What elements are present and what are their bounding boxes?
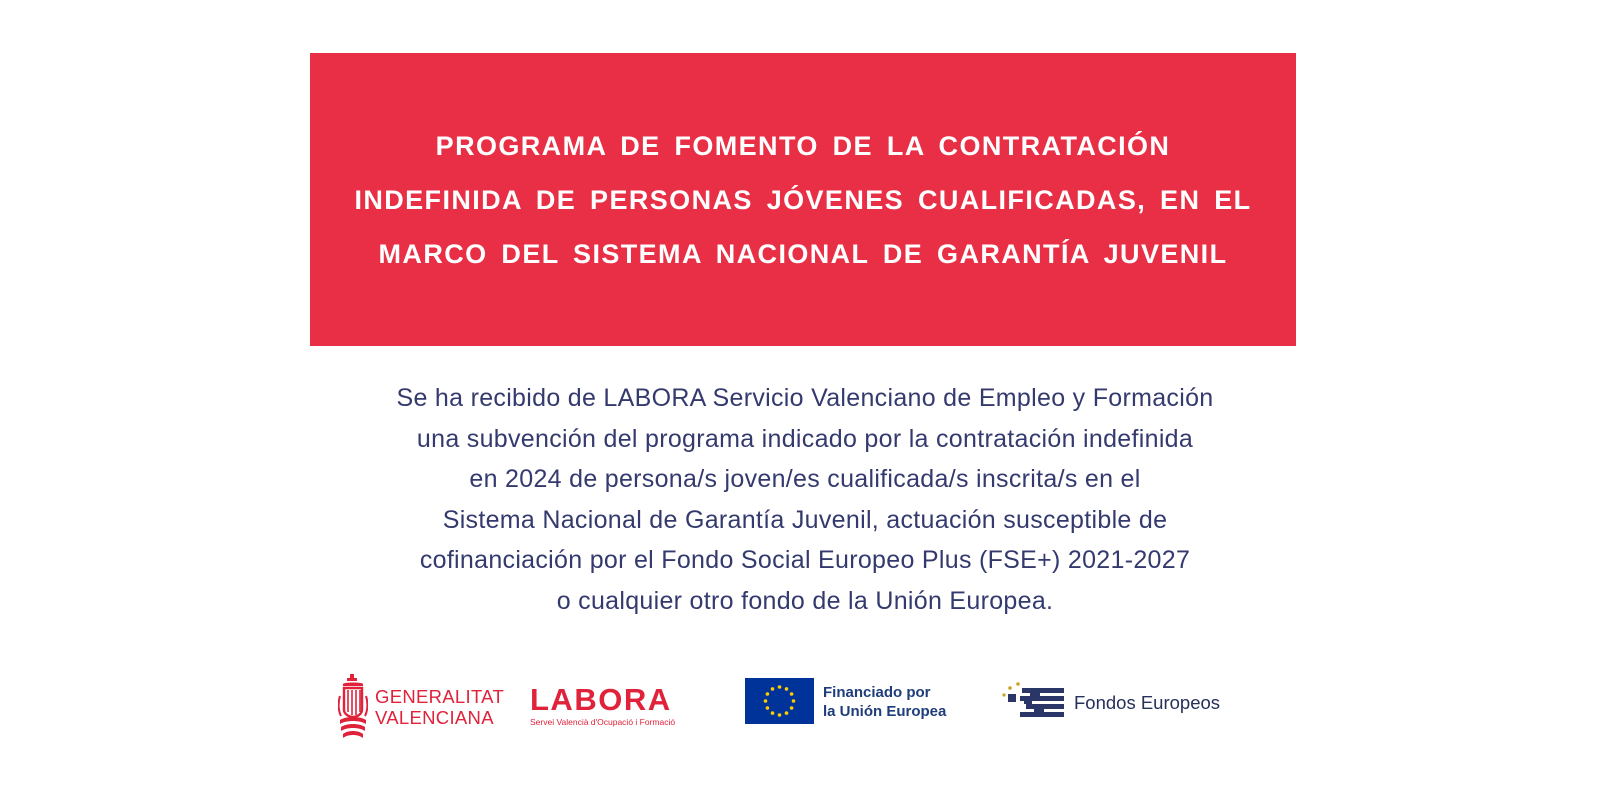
generalitat-text-line-2: VALENCIANA [375, 707, 494, 728]
title-banner [310, 53, 1296, 346]
eu-text-line-2: la Unión Europea [823, 703, 947, 720]
generalitat-valenciana-logo [338, 672, 508, 742]
eu-flag-icon [745, 678, 814, 724]
labora-subtitle: Servei Valencià d'Ocupació i Formació [530, 717, 676, 727]
banner-line-1: PROGRAMA DE FOMENTO DE LA CONTRATACIÓN [435, 130, 1171, 161]
eu-funded-logo [745, 678, 965, 726]
banner-line-2: INDEFINIDA DE PERSONAS JÓVENES CUALIFICADAS, EN EL [354, 184, 1252, 215]
notice-line-1: Se ha recibido de LABORA Servicio Valenciano de Empleo y Formación [396, 384, 1214, 412]
generalitat-text-line-1: GENERALITAT [375, 686, 505, 707]
generalitat-logo-text [375, 686, 504, 728]
labora-logo [530, 684, 680, 734]
notice-text [300, 378, 1310, 621]
labora-wordmark: LABORA [530, 682, 672, 717]
eu-funded-text [823, 683, 946, 721]
notice-line-3: en 2024 de persona/s joven/es cualificada/s inscrita/s en el [469, 465, 1141, 493]
notice-line-2: una subvención del programa indicado por la contratación indefinida [416, 424, 1194, 453]
fondos-europeos-text: Fondos Europeos [1074, 692, 1221, 713]
notice-line-5: cofinanciación por el Fondo Social Europeo Plus (FSE+) 2021-2027 [419, 546, 1191, 574]
fondos-europeos-flag-icon [1000, 680, 1066, 724]
generalitat-shield-icon [338, 672, 368, 742]
fondos-europeos-logo [1000, 680, 1230, 724]
eu-text-line-1: Financiado por [823, 684, 931, 701]
notice-line-4: Sistema Nacional de Garantía Juvenil, actuación susceptible de [442, 505, 1168, 534]
banner-line-3: MARCO DEL SISTEMA NACIONAL DE GARANTÍA JUVENIL [378, 238, 1228, 269]
notice-line-6: o cualquier otro fondo de la Unión Europea. [556, 586, 1054, 615]
